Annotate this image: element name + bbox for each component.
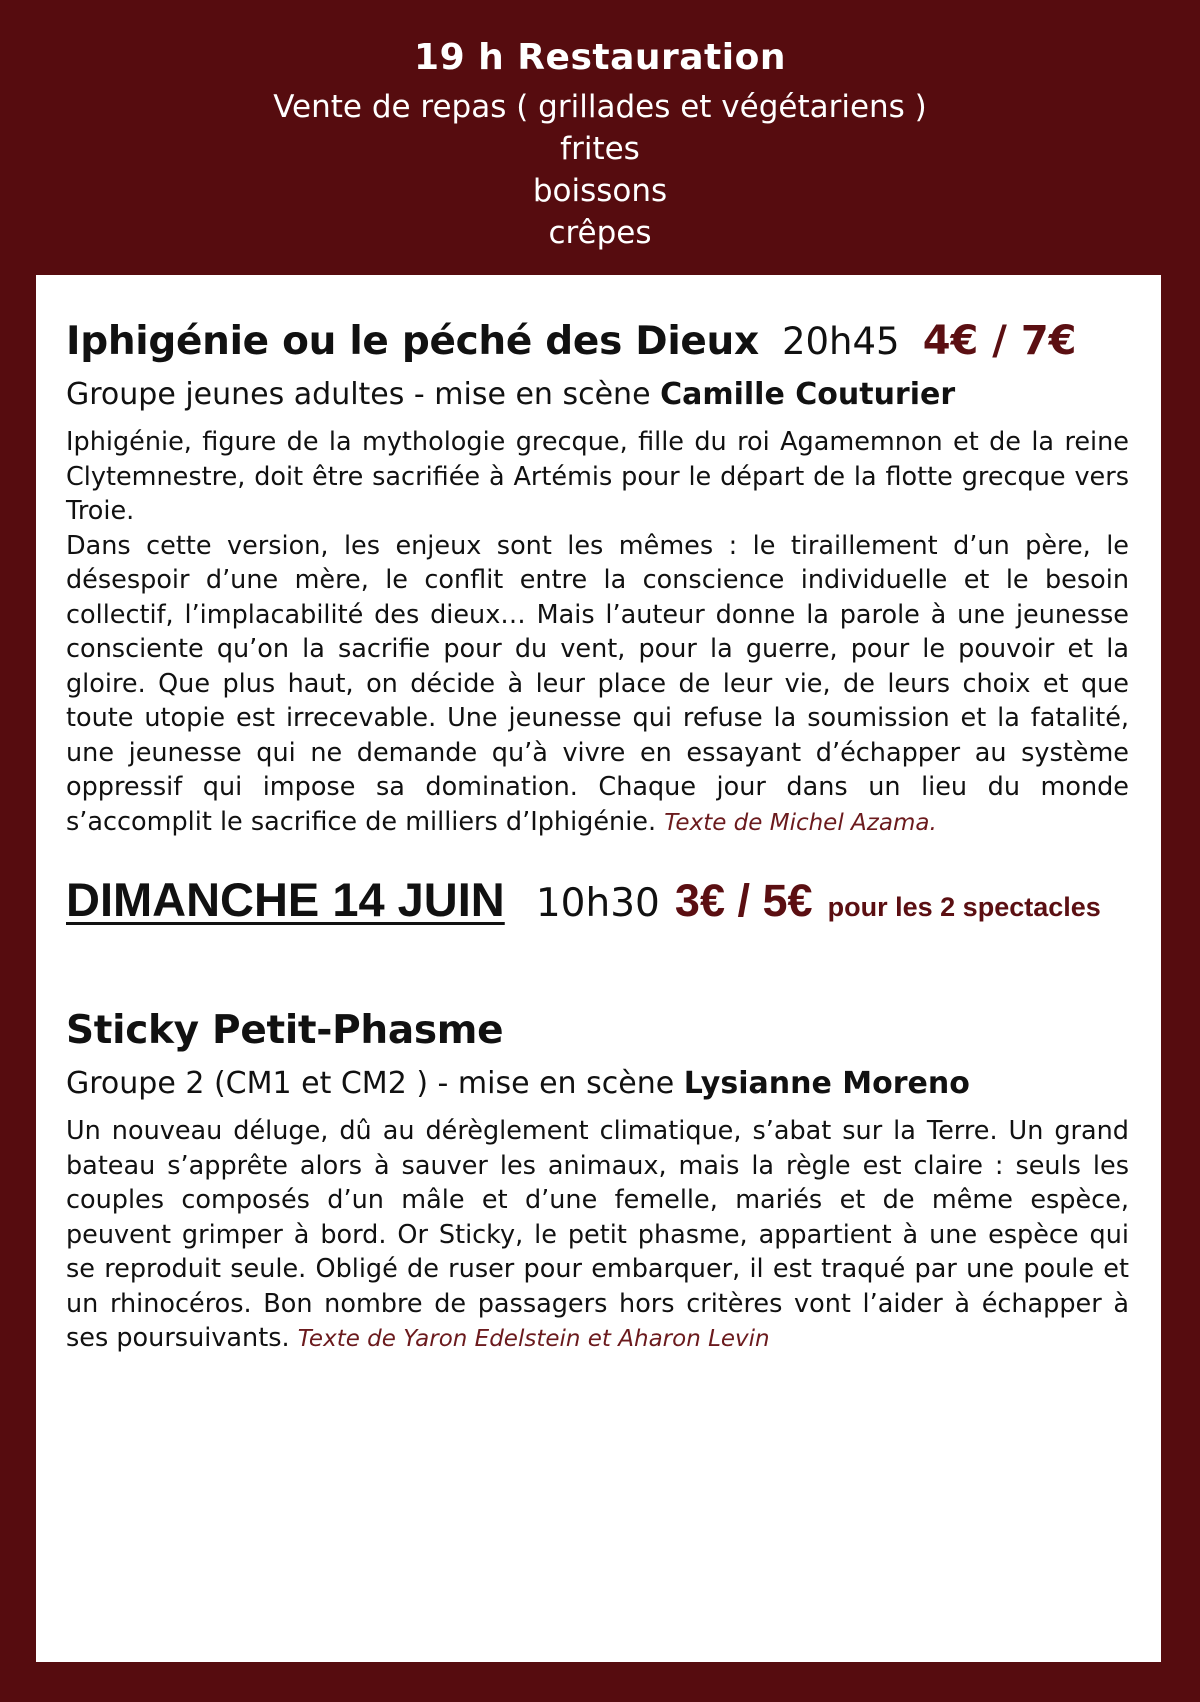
- show-heading: [66, 1005, 1129, 1064]
- restauration-title: 19 h Restauration: [414, 37, 786, 78]
- show-description-body: [66, 529, 1129, 841]
- show-group-line: [66, 1064, 1129, 1104]
- show-sticky: [66, 1005, 1129, 1357]
- show-price: 4€ / 7€: [922, 318, 1077, 364]
- day-heading: [66, 870, 1129, 941]
- program-panel: [36, 275, 1161, 1662]
- restauration-line-meals: Vente de repas ( grillades et végétariens ): [273, 89, 927, 125]
- show-group-line: [66, 375, 1129, 415]
- show-credit: Texte de Michel Azama.: [664, 809, 937, 836]
- show-description: [66, 1114, 1129, 1357]
- show-group: Groupe 2 (CM1 et CM2 ) - mise en scène: [66, 1066, 675, 1101]
- show-credit: Texte de Yaron Edelstein et Aharon Levin: [297, 1326, 770, 1352]
- day-price: 3€ / 5€: [674, 875, 813, 926]
- show-heading: [66, 315, 1129, 375]
- day-label: DIMANCHE 14 JUIN: [66, 873, 505, 926]
- restauration-line-fries: frites: [560, 131, 640, 167]
- show-description-text: Un nouveau déluge, dû au dérèglement climatique, s’abat sur la Terre. Un grand bateau s’apprête alors à sauver les animaux, mais la règle est claire : seuls les couples composés d’un mâle et d’une femelle, mariés et de même espèce, peuvent grimper à bord. Or Sticky, le petit phasme, appartient à une espèce qui se reproduit seule. Obligé de ruser pour embarquer, il est traqué par une poule et un rhinocéros. Bon nombre de passagers hors critères vont l’aider à échapper à ses poursuivants.: [66, 1116, 1129, 1353]
- program-content: [66, 315, 1129, 1357]
- show-group: Groupe jeunes adultes - mise en scène: [66, 377, 651, 412]
- show-director: Camille Couturier: [660, 377, 956, 412]
- show-description-intro: Iphigénie, figure de la mythologie grecque, fille du roi Agamemnon et de la reine Clytemnestre, doit être sacrifiée à Artémis pour le départ de la flotte grecque vers Troie.: [66, 427, 1129, 526]
- restauration-header: [0, 30, 1200, 254]
- show-time: 20h45: [781, 320, 900, 363]
- day-time: 10h30: [535, 881, 660, 926]
- show-title: Sticky Petit-Phasme: [66, 1008, 504, 1053]
- restauration-line-drinks: boissons: [532, 173, 668, 209]
- show-director: Lysianne Moreno: [683, 1066, 970, 1101]
- restauration-line-crepes: crêpes: [548, 215, 652, 251]
- show-description-text: Dans cette version, les enjeux sont les mêmes : le tiraillement d’un père, le désespoir d’une mère, le conflit entre la conscience individuelle et le besoin collectif, l’implacabilité des dieux… Mais l’auteur donne la parole à une jeunesse consciente qu’on la sacrifie pour du vent, pour la guerre, pour le pouvoir et la gloire. Que plus haut, on décide à leur place de leur vie, de leurs choix et que toute utopie est irrecevable. Une jeunesse qui refuse la soumission et la fatalité, une jeunesse qui ne demande qu’à vivre en essayant d’échapper au système oppressif qui impose sa domination. Chaque jour dans un lieu du monde s’accomplit le sacrifice de milliers d’Iphigénie.: [66, 530, 1129, 837]
- show-title: Iphigénie ou le péché des Dieux: [66, 319, 759, 364]
- show-iphigenie: [66, 315, 1129, 840]
- day-price-note: pour les 2 spectacles: [827, 892, 1101, 922]
